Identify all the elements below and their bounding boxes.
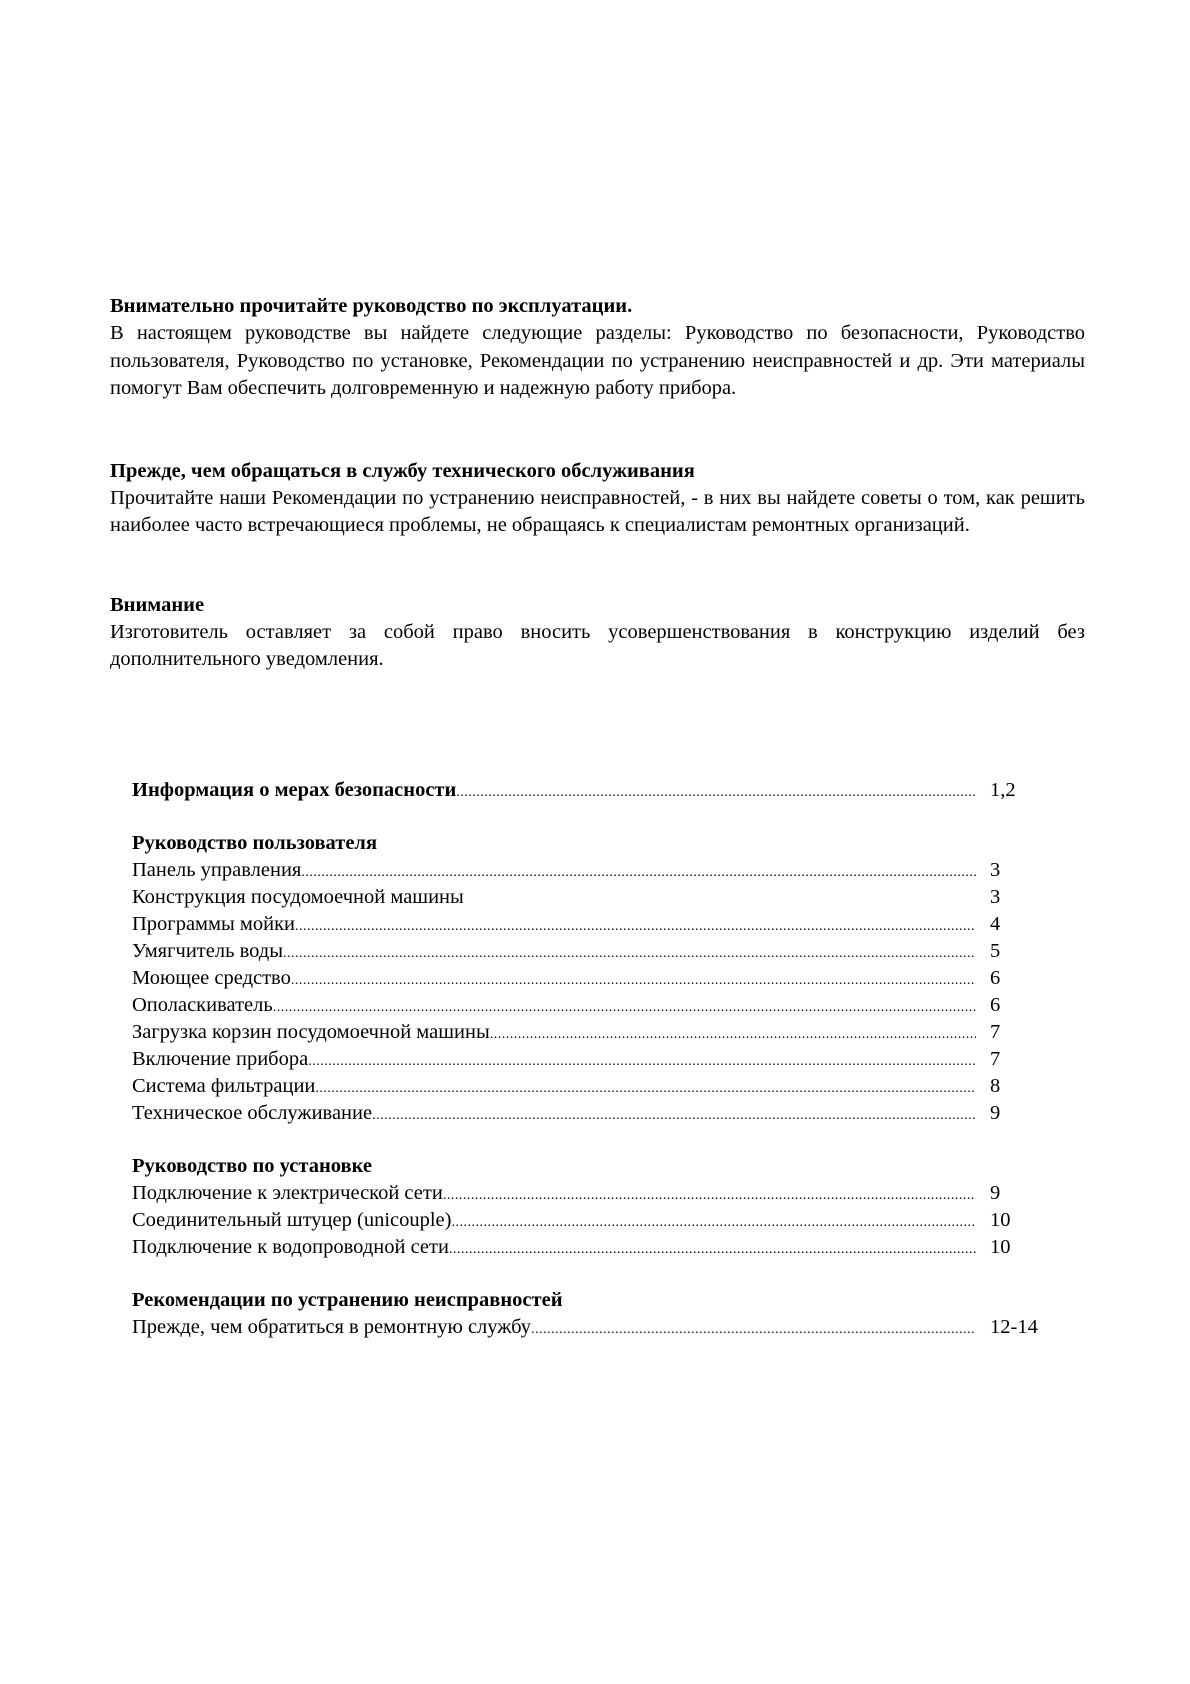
toc-item-page: 3 [990, 886, 1001, 908]
toc-item-label: Моющее средство [132, 967, 291, 989]
toc-dot-leader [449, 1236, 976, 1263]
toc-dot-leader [273, 994, 976, 1021]
toc-row [132, 884, 1050, 911]
toc-row [132, 1073, 1050, 1100]
toc-item-page: 12-14 [990, 1316, 1038, 1338]
toc-item-page: 6 [990, 994, 1001, 1016]
toc-row [132, 965, 1050, 992]
toc-dot-leader [456, 779, 976, 806]
before-service-heading: Прежде, чем обращаться в службу технического обслуживания [110, 459, 695, 482]
toc-row [132, 1314, 1050, 1341]
toc-row [132, 911, 1050, 938]
table-of-contents [132, 777, 1050, 1341]
toc-item-label: Умягчитель воды [132, 940, 283, 962]
toc-row [132, 1180, 1050, 1207]
read-manual-heading: Внимательно прочитайте руководство по эксплуатации. [110, 295, 633, 317]
toc-group-safety [132, 777, 1050, 804]
toc-safety-label: Информация о мерах безопасности [132, 779, 457, 801]
toc-group-user-guide [132, 830, 1050, 1127]
toc-row-safety [132, 777, 1050, 804]
toc-group-installation [132, 1153, 1050, 1261]
toc-dot-leader [295, 913, 976, 940]
attention-text: Изготовитель оставляет за собой право вносить усовершенствования в конструкцию изделий без дополнительного уведомления. [110, 620, 1085, 670]
toc-dot-leader [283, 940, 976, 967]
toc-row [132, 857, 1050, 884]
toc-dot-leader [372, 1102, 976, 1129]
toc-item-label: Загрузка корзин посудомоечной машины [132, 1021, 490, 1043]
toc-safety-page: 1,2 [990, 779, 1016, 801]
toc-item-label: Подключение к водопроводной сети [132, 1236, 449, 1258]
toc-installation-title: Руководство по установке [132, 1155, 372, 1177]
toc-item-label: Подключение к электрической сети [132, 1182, 443, 1204]
toc-dot-leader [308, 1048, 976, 1075]
toc-dot-leader [301, 859, 976, 886]
toc-item-page: 5 [990, 940, 1001, 962]
toc-item-label: Панель управления [132, 859, 302, 881]
toc-item-page: 7 [990, 1048, 1001, 1070]
toc-row [132, 1100, 1050, 1127]
toc-dot-leader [443, 1182, 976, 1209]
before-service-section [110, 457, 1085, 540]
toc-row [132, 1207, 1050, 1234]
read-manual-text: В настоящем руководстве вы найдете следующие разделы: Руководство по безопасности, Руководство пользователя, Руководство по установке, Рекомендации по устранению неисправностей и др. Эти материалы помогут Вам обеспечить долговременную и надежную работу прибора. [110, 322, 1085, 399]
toc-item-label: Ополаскиватель [132, 994, 273, 1016]
toc-item-label: Включение прибора [132, 1048, 309, 1070]
toc-item-page: 8 [990, 1075, 1001, 1097]
toc-item-page: 4 [990, 913, 1001, 935]
toc-dot-leader [490, 1021, 976, 1048]
toc-row [132, 992, 1050, 1019]
attention-heading: Внимание [110, 593, 205, 616]
before-service-text: Прочитайте наши Рекомендации по устранению неисправностей, - в них вы найдете советы о том, как решить наиболее часто встречающиеся проблемы, не обращаясь к специалистам ремонтных организаций. [110, 486, 1085, 536]
toc-row [132, 1046, 1050, 1073]
toc-troubleshooting-title: Рекомендации по устранению неисправностей [132, 1289, 563, 1311]
toc-item-page: 3 [990, 859, 1001, 881]
toc-row [132, 1019, 1050, 1046]
toc-row [132, 938, 1050, 965]
attention-section [110, 591, 1085, 674]
toc-row [132, 1234, 1050, 1261]
toc-dot-leader [291, 967, 976, 994]
toc-item-label: Программы мойки [132, 913, 296, 935]
toc-item-page: 10 [990, 1236, 1011, 1258]
toc-item-page: 9 [990, 1182, 1001, 1204]
toc-dot-leader [531, 1316, 976, 1343]
toc-dot-leader [451, 1209, 976, 1236]
intro-sections [110, 292, 1085, 674]
toc-item-label: Конструкция посудомоечной машины [132, 886, 464, 908]
toc-item-page: 7 [990, 1021, 1001, 1043]
read-manual-section [110, 292, 1085, 403]
toc-user-guide-title: Руководство пользователя [132, 832, 378, 854]
toc-item-page: 9 [990, 1102, 1001, 1124]
toc-item-page: 10 [990, 1209, 1011, 1231]
toc-group-troubleshooting [132, 1287, 1050, 1341]
toc-dot-leader [315, 1075, 976, 1102]
toc-item-label: Соединительный штуцер (unicouple) [132, 1209, 452, 1231]
toc-item-label: Техническое обслуживание [132, 1102, 373, 1124]
toc-item-label: Прежде, чем обратиться в ремонтную службу [132, 1316, 532, 1338]
toc-item-page: 6 [990, 967, 1001, 989]
toc-item-label: Система фильтрации [132, 1075, 316, 1097]
